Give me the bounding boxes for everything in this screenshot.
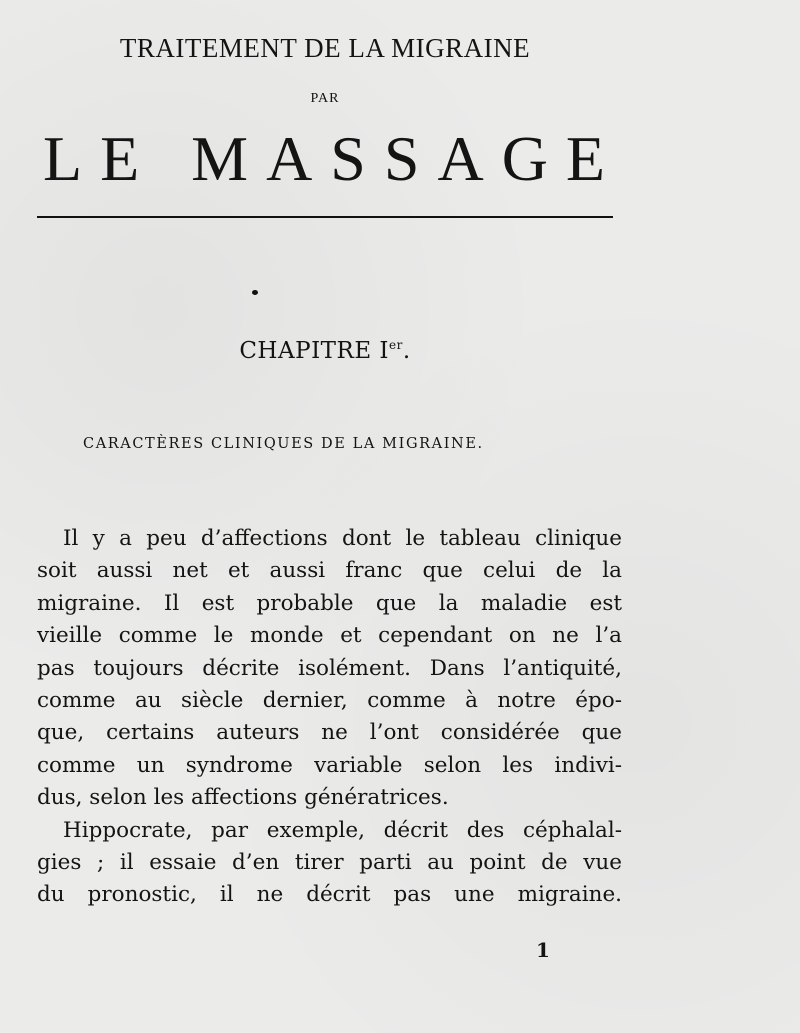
text-line: pas toujours décrite isolément. Dans l’antiquité,: [37, 655, 622, 681]
text-line: vieille comme le monde et cependant on ne l’a: [37, 623, 622, 649]
text-line: Il y a peu d’affections dont le tableau clinique: [63, 526, 622, 551]
text-line: du pronostic, il ne décrit pas une migraine.: [37, 882, 622, 908]
chapter-label: CHAPITRE I: [239, 338, 389, 364]
text-line: comme un syndrome variable selon les indivi-: [37, 752, 622, 778]
title-par: PAR: [310, 91, 340, 106]
title-rule: [37, 216, 613, 218]
running-title: TRAITEMENT DE LA MIGRAINE: [119, 33, 531, 63]
text-line: comme au siècle dernier, comme à notre épo-: [37, 688, 622, 714]
text-line: Hippocrate, par exemple, décrit des céphalal-: [63, 817, 622, 843]
chapter-dot: .: [402, 338, 411, 364]
text-line: migraine. Il est probable que la maladie est: [37, 590, 622, 616]
text-line: que, certains auteurs ne l’ont considérée que: [37, 720, 622, 746]
page-number: 1: [536, 938, 550, 962]
print-speck: [252, 290, 258, 295]
main-title: LE MASSAGE: [42, 123, 624, 194]
text-line: dus, selon les affections génératrices.: [37, 785, 449, 811]
section-heading: CARACTÈRES CLINIQUES DE LA MIGRAINE.: [83, 436, 484, 452]
text-line: soit aussi net et aussi franc que celui de la: [37, 558, 622, 584]
text-line: gies ; il essaie d’en tirer parti au point de vue: [37, 850, 622, 876]
chapter-superscript: er: [389, 338, 403, 352]
body-text: [37, 523, 622, 912]
chapter-heading: [0, 338, 650, 364]
